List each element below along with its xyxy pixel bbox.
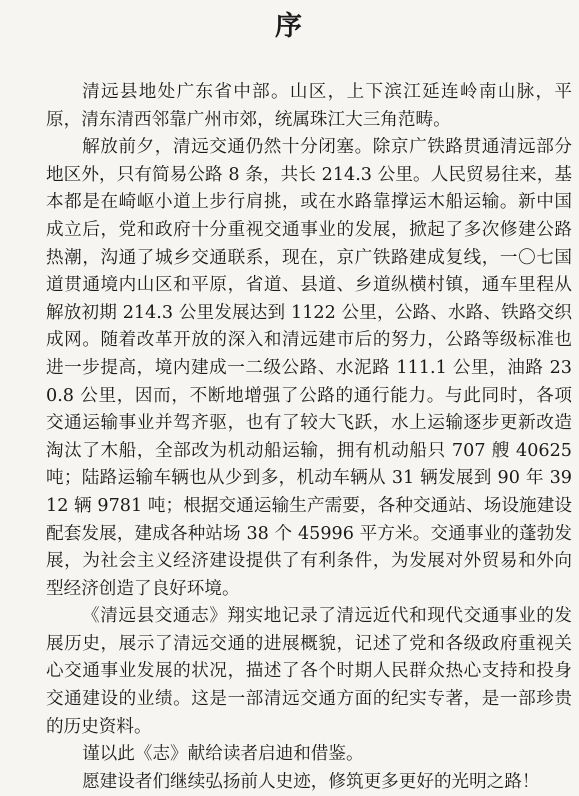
document-body <box>46 79 572 796</box>
paragraph-history: 解放前夕，清远交通仍然十分闭塞。除京广铁路贯通清远部分地区外，只有简易公路 8 条，共长 214.3 公里。人民贸易往来，基本都是在崎岖小道上步行肩挑，或在水路靠撑运木船运输。新中国成立后，党和政府十分重视交通事业的发展，掀起了多次修建公路热潮，沟通了城乡交通联系，现在，京广铁路建成复线，一〇七国道贯通境内山区和平原，省道、县道、乡道纵横村镇，通车里程从解放初期 214.3 公里发展达到 1122 公里，公路、水路、铁路交织成网。随着改革开放的深入和清远建市后的努力，公路等级标准也进一步提高，境内建成一二级公路、水泥路 111.1 公里，油路 230.8 公里，因而，不断地增强了公路的通行能力。与此同时，各项交通运输事业并驾齐驱，也有了较大飞跃，水上运输逐步更新改造淘汰了木船，全部改为机动船运输，拥有机动船只 707 艘 40625 吨；陆路运输车辆也从少到多，机动车辆从 31 辆发展到 90 年 3912 辆 9781 吨；根据交通运输生产需要，各种交通站、场设施建设配套发展，建成各种站场 38 个 45996 平方米。交通事业的蓬勃发展，为社会主义经济建设提供了有利条件，为发展对外贸易和外向型经济创造了良好环境。 <box>46 137 572 599</box>
paragraph-dedication: 谨以此《志》献给读者启迪和借鉴。 <box>82 744 364 765</box>
page-title: 序 <box>275 11 304 42</box>
paragraph-chronicle: 《清远县交通志》翔实地记录了清远近代和现代交通事业的发展历史，展示了清远交通的进展概貌，记述了党和各级政府重视关心交通事业发展的状况，描述了各个时期人民群众热心支持和投身交通建设的业绩。这是一部清远交通方面的纪实专著，是一部珍贵的历史资料。 <box>46 606 572 737</box>
paragraph-location: 清远县地处广东省中部。山区，上下滨江延连岭南山脉，平原，清东清西邻靠广州市郊，统属珠江大三角范畴。 <box>46 82 572 130</box>
paragraph-closing: 愿建设者们继续弘扬前人史迹，修筑更多更好的光明之路！ <box>82 771 540 792</box>
